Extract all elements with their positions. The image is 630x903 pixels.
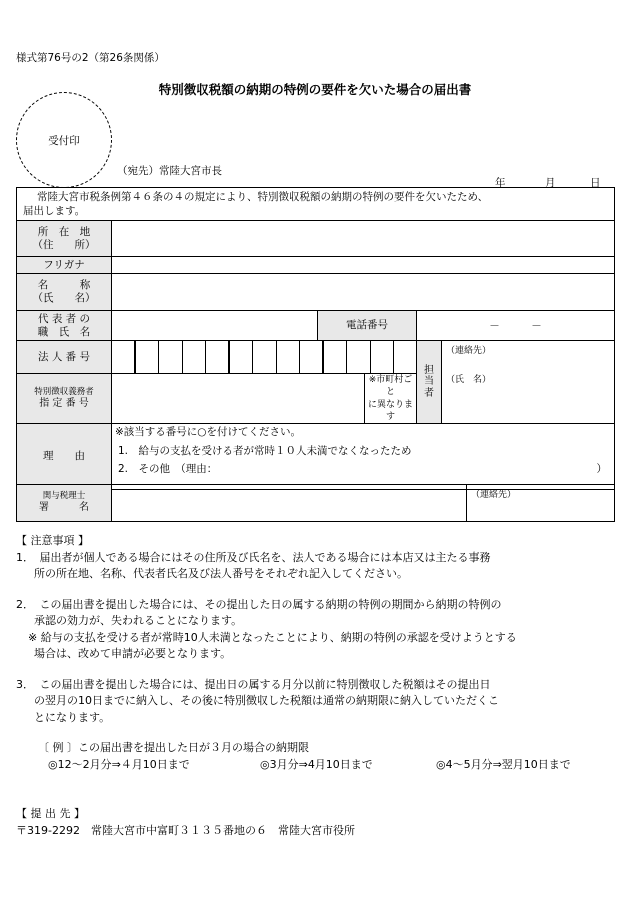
reason-option-2[interactable] — [115, 462, 611, 477]
notes-section — [16, 533, 616, 774]
document-title: 特別徴収税額の納期の特例の要件を欠いた場合の届出書 — [158, 82, 472, 97]
example-row — [16, 757, 616, 774]
note-2-remark-line-1: ※ 給与の支払を受ける者が常時10人未満となったことにより、納期の特例の承認を受けようとする — [28, 630, 517, 644]
example-heading: 〔 例 〕この届出書を提出した日が３月の場合の納期限 — [38, 741, 309, 754]
example-3: ◎4～5月分⇒翌月10日まで — [436, 757, 571, 771]
stamp-label: 受付印 — [48, 135, 80, 147]
tax-accountant-label-line-2: 署 名 — [39, 502, 89, 514]
submission-heading: 【 提 出 先 】 — [16, 807, 85, 820]
note-1-line-1: 1． 届出者が個人である場合にはその住所及び氏名を、法人である場合には本店又は主たる事務 — [16, 550, 491, 564]
phone-field[interactable] — [417, 311, 615, 341]
tax-accountant-table — [16, 484, 615, 522]
reason-option-2-text: 2. その他 （理由： — [118, 463, 218, 476]
collector-number-label — [17, 374, 112, 424]
date-year-label: 年 — [495, 177, 506, 189]
address-label — [17, 221, 112, 257]
name-label — [17, 274, 112, 311]
example-1: ◎12～2月分⇒４月10日まで — [48, 757, 190, 771]
contact-name-label: （氏 名） — [446, 375, 492, 386]
example-2: ◎3月分⇒4月10日まで — [260, 757, 373, 771]
digit-box[interactable] — [206, 341, 230, 373]
name-label-line-1: 名 称 — [37, 279, 91, 292]
collector-label-line-2: 指 定 番 号 — [39, 397, 89, 409]
contact-person-field[interactable] — [442, 341, 615, 424]
corporate-number-label: 法 人 番 号 — [17, 341, 112, 374]
date-month-label: 月 — [545, 177, 556, 189]
note-3-line-3: とになります。 — [34, 710, 111, 724]
digit-box[interactable] — [253, 341, 276, 373]
notes-heading: 【 注意事項 】 — [16, 534, 89, 547]
notification-form — [16, 187, 615, 490]
tax-accountant-field[interactable] — [112, 485, 467, 522]
address-label-line-2: （住 所） — [32, 238, 96, 251]
city-note-line-1: ※市町村ごと — [368, 375, 413, 398]
contact-person-label-text: 担当者 — [424, 364, 434, 399]
address-field[interactable] — [112, 221, 615, 257]
phone-placeholder: － － — [489, 320, 542, 333]
digit-box[interactable] — [300, 341, 324, 373]
note-3-line-1: 3． この届出書を提出した場合には、提出日の属する月分以前に特別徴収した税額はその提出日 — [16, 677, 491, 691]
digit-box[interactable] — [183, 341, 206, 373]
reason-field — [112, 423, 615, 489]
name-label-line-2: （氏 名） — [32, 292, 96, 305]
form-number: 様式第76号の2（第26条関係） — [16, 52, 165, 64]
contact-label: （連絡先） — [446, 346, 492, 357]
tax-accountant-contact[interactable] — [467, 485, 615, 522]
digit-box[interactable] — [371, 341, 394, 373]
contact-person-label — [417, 341, 442, 424]
note-3-line-2: の翌月の10日までに納入し、その後に特別徴収した税額は通常の納期限に納入していただくこ — [34, 694, 499, 707]
intro-line-1: 常陸大宮市税条例第４６条の４の規定により、特別徴収税額の納期の特例の要件を欠いたため、 — [37, 191, 489, 203]
digit-box[interactable] — [324, 341, 347, 373]
tax-accountant-label-line-1: 関与税理士 — [42, 491, 86, 502]
city-note — [365, 374, 417, 424]
phone-label: 電話番号 — [318, 311, 417, 341]
digit-box[interactable] — [277, 341, 300, 373]
tax-accountant-contact-label: （連絡先） — [471, 490, 517, 500]
intro-line-2: 届出します。 — [23, 205, 86, 218]
note-2-remark-line-2: 場合は、改めて申請が必要となります。 — [34, 647, 232, 660]
collector-number-field[interactable] — [112, 374, 365, 424]
reason-instruction: ※該当する番号に○を付けてください。 — [115, 425, 301, 438]
digit-box[interactable] — [230, 341, 253, 373]
digit-box[interactable] — [394, 341, 416, 373]
corporate-number-digit-boxes — [112, 341, 416, 373]
representative-label-line-2: 職 氏 名 — [37, 325, 91, 338]
reason-option-2-close: ） — [596, 463, 607, 476]
furigana-label: フリガナ — [17, 257, 112, 274]
digit-box[interactable] — [159, 341, 182, 373]
date-day-label: 日 — [590, 177, 601, 189]
note-2-line-2: 承認の効力が、失われることになります。 — [34, 614, 243, 627]
tax-accountant-label — [17, 485, 112, 522]
representative-field[interactable] — [112, 311, 318, 341]
city-note-line-2: に異なります — [367, 399, 413, 422]
address-label-line-1: 所 在 地 — [37, 225, 91, 238]
addressee: （宛先）常陸大宮市長 — [117, 165, 222, 177]
digit-box[interactable] — [136, 341, 159, 373]
digit-box[interactable] — [112, 341, 136, 373]
name-field[interactable] — [112, 274, 615, 311]
corporate-number-field[interactable] — [112, 341, 417, 374]
representative-label — [17, 311, 112, 341]
note-1-line-2: 所の所在地、名称、代表者氏名及び法人番号をそれぞれ記入してください。 — [34, 567, 408, 580]
digit-box[interactable] — [347, 341, 370, 373]
submission-section — [16, 806, 616, 839]
reception-stamp-area — [16, 92, 112, 188]
collector-label-line-1: 特別徴収義務者 — [34, 387, 94, 398]
reason-option-1[interactable]: 1. 給与の支払を受ける者が常時１０人未満でなくなったため — [118, 445, 412, 458]
intro-text — [17, 188, 615, 221]
furigana-field[interactable] — [112, 257, 615, 274]
note-2-line-1: 2． この届出書を提出した場合には、その提出した日の属する納期の特例の期間から納期の特例の — [16, 597, 502, 611]
submission-address: 〒319-2292 常陸大宮市中富町３１３５番地の６ 常陸大宮市役所 — [16, 823, 355, 837]
reason-label: 理 由 — [17, 423, 112, 489]
representative-label-line-1: 代 表 者 の — [37, 312, 90, 325]
